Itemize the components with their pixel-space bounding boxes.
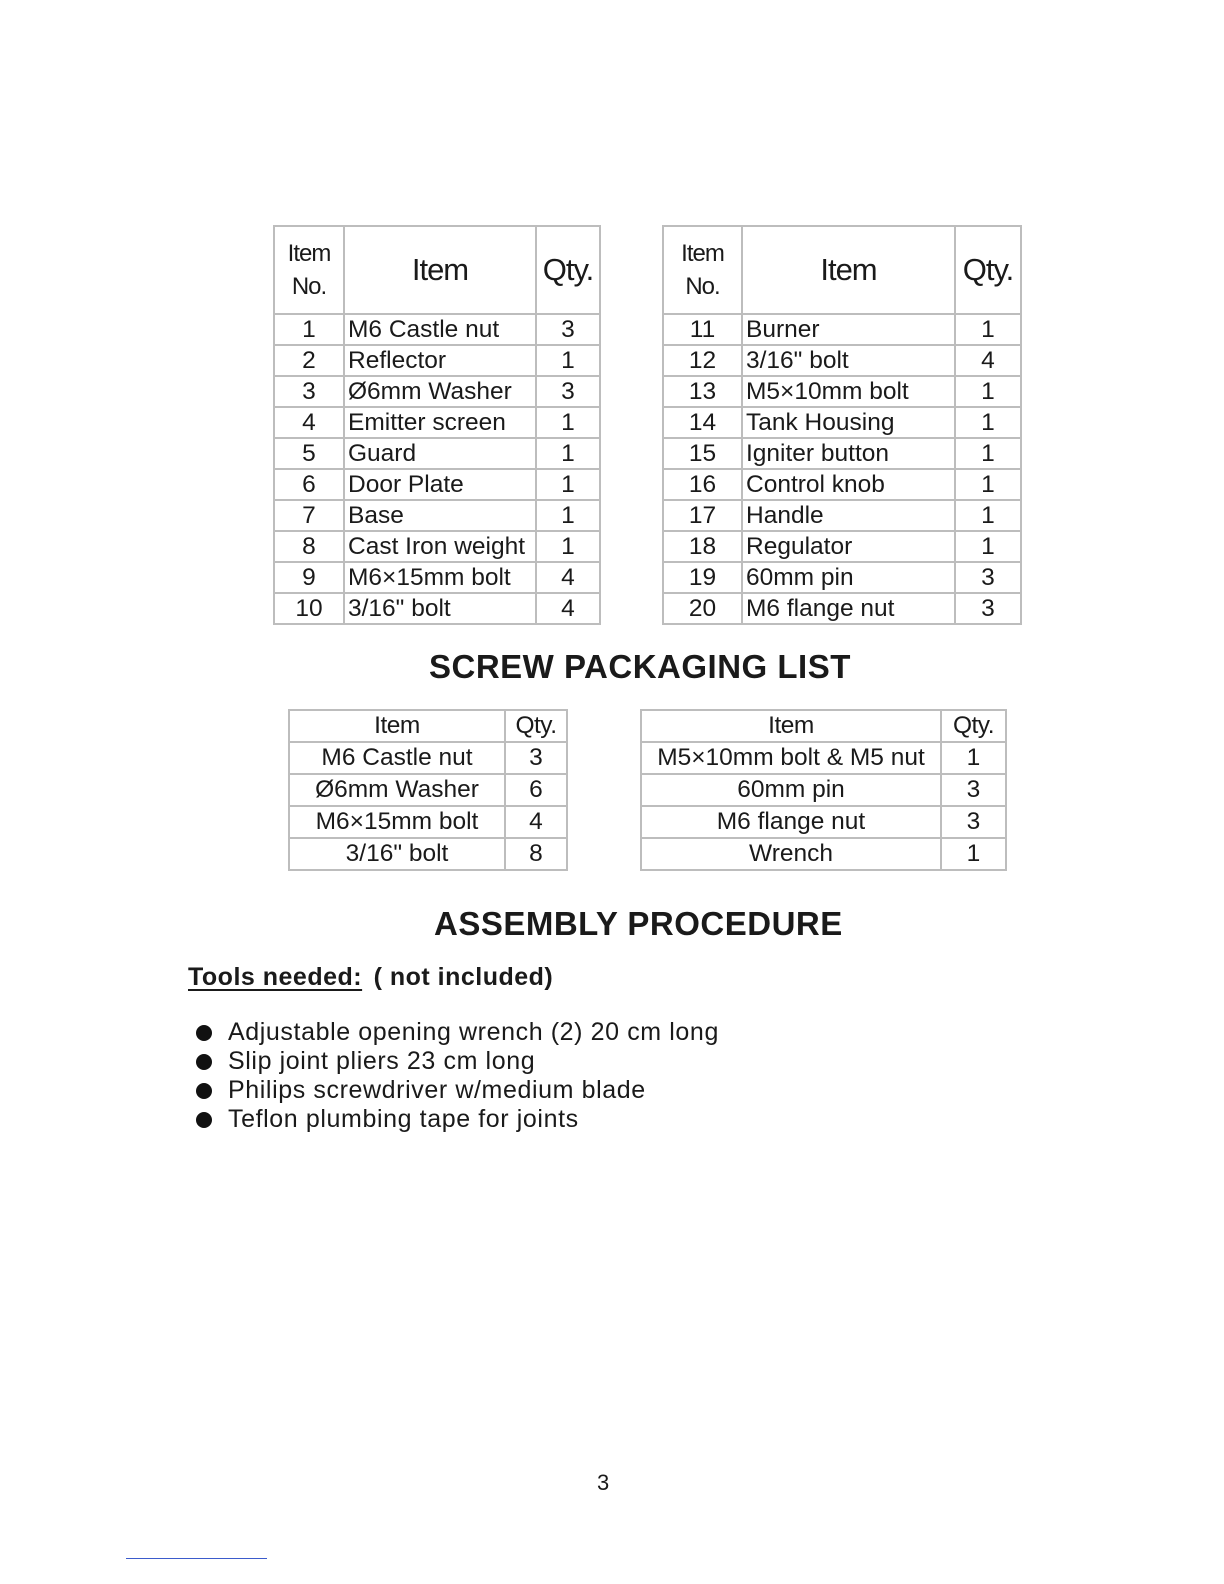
item-name: Base [344, 500, 536, 531]
screw-item-name: M6×15mm bolt [289, 806, 505, 838]
screw-item-name: 60mm pin [641, 774, 941, 806]
tools-needed-line [188, 963, 553, 992]
page-number: 3 [597, 1470, 610, 1495]
table-row [641, 806, 1006, 838]
table-row [274, 469, 600, 500]
screw-item-qty: 4 [505, 806, 567, 838]
item-qty: 4 [536, 593, 600, 624]
item-name: Handle [742, 500, 955, 531]
screw-item-name: 3/16" bolt [289, 838, 505, 870]
screw-packaging-heading: SCREW PACKAGING LIST [429, 648, 851, 685]
item-name: Emitter screen [344, 407, 536, 438]
table-row [663, 407, 1021, 438]
item-number: 19 [663, 562, 742, 593]
table-row [663, 531, 1021, 562]
header-item-no [663, 226, 742, 314]
header-item-no-line2: No. [685, 273, 720, 300]
item-qty: 1 [536, 531, 600, 562]
item-number: 9 [274, 562, 344, 593]
item-name: Tank Housing [742, 407, 955, 438]
bullet-icon [196, 1054, 212, 1070]
header-item-no-line1: Item [681, 240, 724, 267]
list-item [196, 1076, 719, 1105]
table-row [289, 774, 567, 806]
table-row [274, 562, 600, 593]
table-row [274, 531, 600, 562]
parts-table-left [273, 225, 601, 625]
item-qty: 1 [955, 531, 1021, 562]
item-qty: 1 [536, 407, 600, 438]
screw-item-name: Wrench [641, 838, 941, 870]
tool-text: Slip joint pliers 23 cm long [228, 1047, 536, 1075]
item-number: 2 [274, 345, 344, 376]
item-number: 14 [663, 407, 742, 438]
screw-table-right-body [641, 742, 1006, 870]
item-name: 60mm pin [742, 562, 955, 593]
table-row [274, 345, 600, 376]
header-item-no-line1: Item [287, 240, 331, 267]
item-number: 16 [663, 469, 742, 500]
item-number: 8 [274, 531, 344, 562]
item-qty: 1 [955, 469, 1021, 500]
table-row [663, 376, 1021, 407]
item-number: 7 [274, 500, 344, 531]
item-name: M6 flange nut [742, 593, 955, 624]
item-name: Burner [742, 314, 955, 345]
parts-table-header-row [663, 226, 1021, 314]
screw-item-name: M6 flange nut [641, 806, 941, 838]
item-number: 20 [663, 593, 742, 624]
header-qty: Qty. [955, 226, 1021, 314]
list-item [196, 1018, 719, 1047]
assembly-procedure-heading: ASSEMBLY PROCEDURE [434, 905, 843, 942]
tools-needed-note: ( not included) [373, 963, 554, 991]
item-qty: 3 [536, 314, 600, 345]
item-name: M6 Castle nut [344, 314, 536, 345]
list-item [196, 1105, 719, 1134]
parts-table-header-row [274, 226, 600, 314]
item-number: 15 [663, 438, 742, 469]
screw-item-qty: 1 [941, 742, 1006, 774]
tools-list [196, 1018, 719, 1134]
item-qty: 1 [955, 314, 1021, 345]
parts-table-left-body [274, 314, 600, 624]
bullet-icon [196, 1112, 212, 1128]
table-row [663, 438, 1021, 469]
item-name: Control knob [742, 469, 955, 500]
item-qty: 3 [955, 562, 1021, 593]
item-qty: 3 [955, 593, 1021, 624]
table-row [663, 593, 1021, 624]
header-item: Item [344, 226, 536, 314]
item-name: Ø6mm Washer [344, 376, 536, 407]
parts-table-right-body [663, 314, 1021, 624]
item-number: 3 [274, 376, 344, 407]
item-number: 5 [274, 438, 344, 469]
screw-item-qty: 8 [505, 838, 567, 870]
item-qty: 1 [955, 500, 1021, 531]
item-number: 11 [663, 314, 742, 345]
item-number: 6 [274, 469, 344, 500]
item-qty: 1 [536, 345, 600, 376]
bullet-icon [196, 1025, 212, 1041]
item-name: M5×10mm bolt [742, 376, 955, 407]
tool-text: Adjustable opening wrench (2) 20 cm long [228, 1018, 719, 1046]
item-qty: 1 [536, 469, 600, 500]
item-qty: 1 [955, 376, 1021, 407]
item-name: M6×15mm bolt [344, 562, 536, 593]
screw-item-qty: 3 [505, 742, 567, 774]
table-row [274, 593, 600, 624]
item-name: Cast Iron weight [344, 531, 536, 562]
item-name: Reflector [344, 345, 536, 376]
item-number: 10 [274, 593, 344, 624]
item-qty: 1 [536, 438, 600, 469]
header-item-no [274, 226, 344, 314]
item-name: Regulator [742, 531, 955, 562]
bullet-icon [196, 1083, 212, 1099]
header-qty: Qty. [536, 226, 600, 314]
screw-table-header-row [289, 710, 567, 742]
item-qty: 1 [536, 500, 600, 531]
item-number: 4 [274, 407, 344, 438]
screw-table-left-body [289, 742, 567, 870]
item-qty: 3 [536, 376, 600, 407]
item-number: 1 [274, 314, 344, 345]
screw-header-qty: Qty. [505, 710, 567, 742]
screw-item-qty: 3 [941, 806, 1006, 838]
item-name: Igniter button [742, 438, 955, 469]
screw-item-qty: 1 [941, 838, 1006, 870]
table-row [663, 345, 1021, 376]
table-row [274, 438, 600, 469]
table-row [641, 838, 1006, 870]
table-row [663, 314, 1021, 345]
table-row [274, 500, 600, 531]
parts-table-right [662, 225, 1022, 625]
table-row [289, 806, 567, 838]
screw-header-item: Item [289, 710, 505, 742]
table-row [274, 314, 600, 345]
table-row [289, 742, 567, 774]
table-row [289, 838, 567, 870]
list-item [196, 1047, 719, 1076]
item-qty: 1 [955, 438, 1021, 469]
screw-table-left [288, 709, 568, 871]
item-qty: 1 [955, 407, 1021, 438]
screw-item-name: Ø6mm Washer [289, 774, 505, 806]
tools-needed-label: Tools needed: [188, 963, 363, 991]
item-name: 3/16" bolt [742, 345, 955, 376]
table-row [663, 469, 1021, 500]
screw-table-header-row [641, 710, 1006, 742]
table-row [663, 562, 1021, 593]
screw-header-item: Item [641, 710, 941, 742]
item-number: 18 [663, 531, 742, 562]
screw-item-qty: 6 [505, 774, 567, 806]
table-row [641, 774, 1006, 806]
screw-header-qty: Qty. [941, 710, 1006, 742]
tool-text: Philips screwdriver w/medium blade [228, 1076, 646, 1104]
item-qty: 4 [536, 562, 600, 593]
item-name: 3/16" bolt [344, 593, 536, 624]
item-number: 13 [663, 376, 742, 407]
table-row [641, 742, 1006, 774]
item-number: 12 [663, 345, 742, 376]
item-qty: 4 [955, 345, 1021, 376]
table-row [274, 376, 600, 407]
table-row [274, 407, 600, 438]
screw-item-name: M5×10mm bolt & M5 nut [641, 742, 941, 774]
screw-item-qty: 3 [941, 774, 1006, 806]
item-number: 17 [663, 500, 742, 531]
screw-table-right [640, 709, 1007, 871]
table-row [663, 500, 1021, 531]
footer-rule [126, 1558, 267, 1559]
screw-item-name: M6 Castle nut [289, 742, 505, 774]
header-item: Item [742, 226, 955, 314]
item-name: Guard [344, 438, 536, 469]
item-name: Door Plate [344, 469, 536, 500]
tool-text: Teflon plumbing tape for joints [228, 1105, 579, 1133]
header-item-no-line2: No. [291, 273, 327, 300]
